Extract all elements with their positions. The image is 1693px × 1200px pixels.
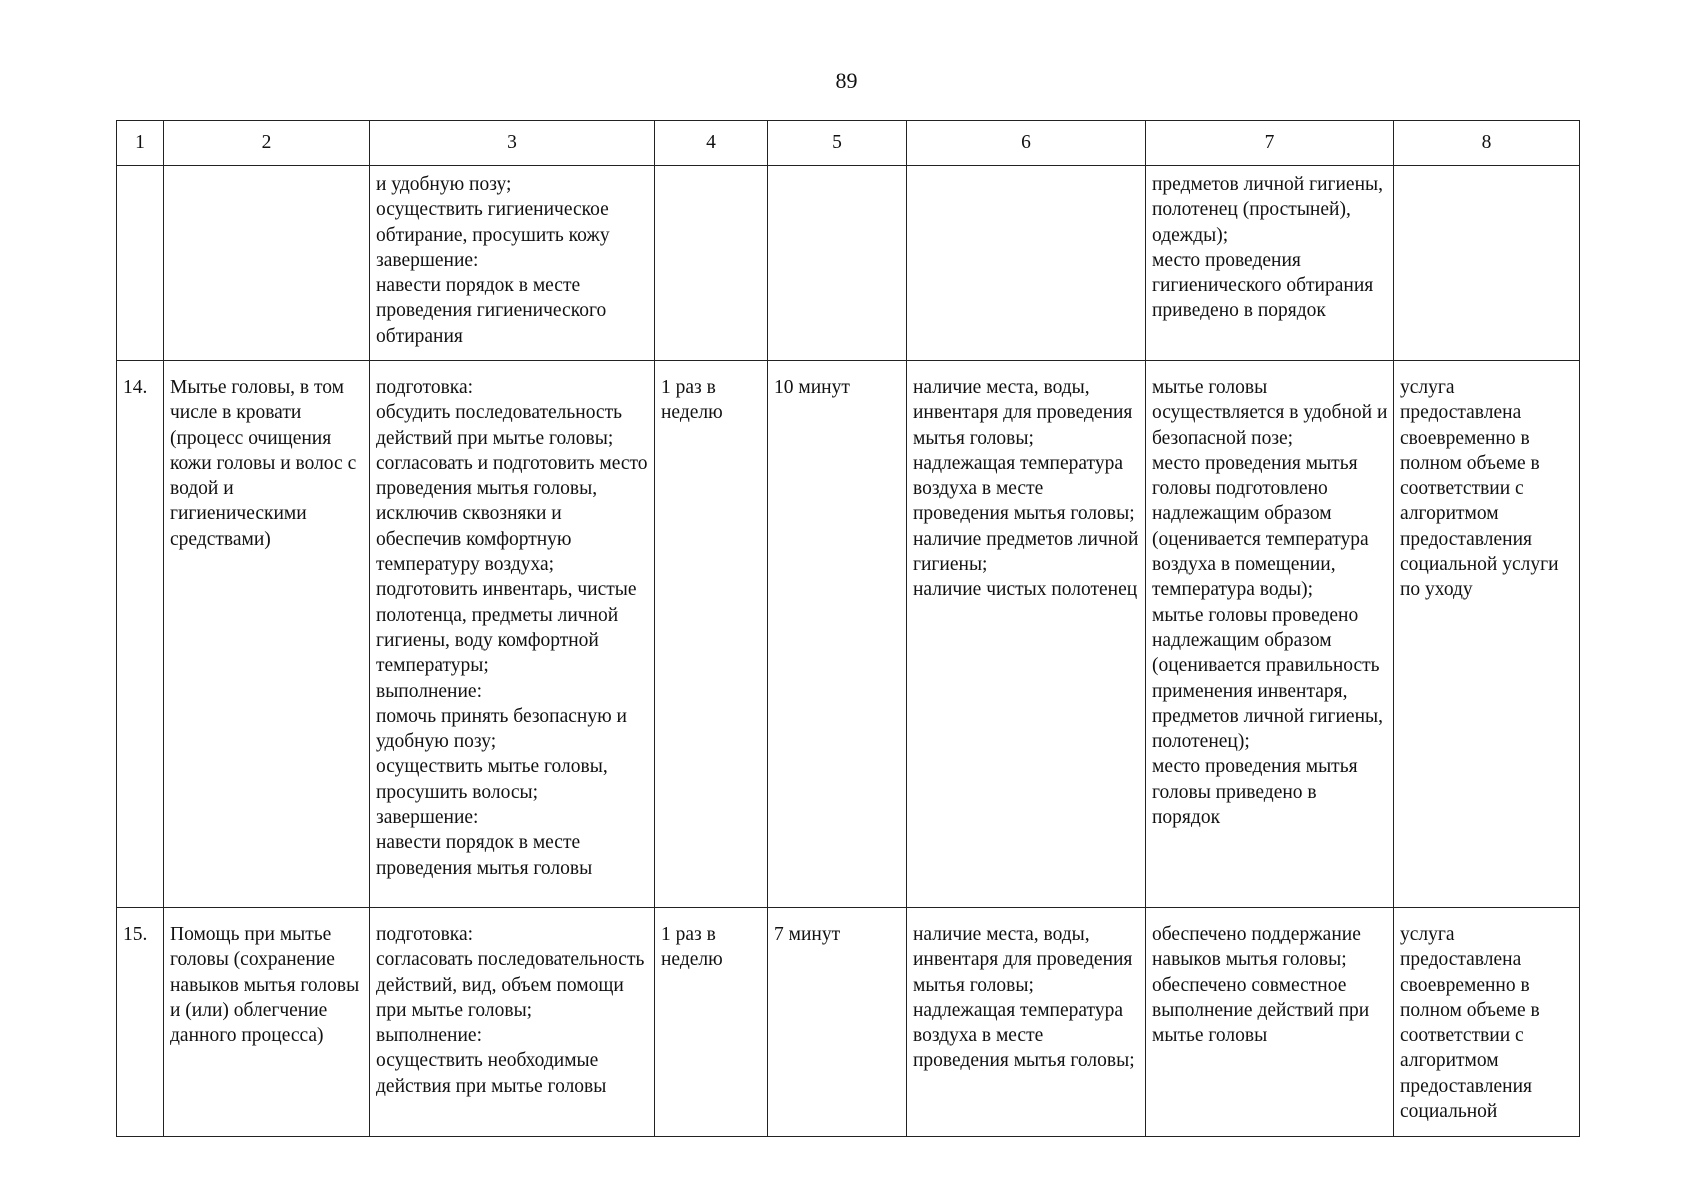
cell-result: услуга предоставлена своевременно в полном объеме в соответствии с алгоритмом предоставления социальной услуги по уходу	[1394, 361, 1580, 908]
cell-procedure: и удобную позу; осуществить гигиеническое обтирание, просушить кожу завершение: навести порядок в месте проведения гигиенического обтирания	[370, 166, 655, 361]
cell-frequency: 1 раз в неделю	[655, 361, 768, 908]
cell-duration: 10 минут	[768, 361, 907, 908]
cell-duration: 7 минут	[768, 908, 907, 1137]
table-row	[117, 166, 1580, 361]
cell-conditions	[907, 166, 1146, 361]
cell-procedure: подготовка: согласовать последовательность действий, вид, объем помощи при мытье головы; выполнение: осуществить необходимые действия при мытье головы	[370, 908, 655, 1137]
cell-number: 14.	[117, 361, 164, 908]
cell-frequency	[655, 166, 768, 361]
cell-result: услуга предоставлена своевременно в полном объеме в соответствии с алгоритмом предоставления социальной	[1394, 908, 1580, 1137]
cell-duration	[768, 166, 907, 361]
cell-number: 15.	[117, 908, 164, 1137]
cell-conditions: наличие места, воды, инвентаря для проведения мытья головы; надлежащая температура воздуха в месте проведения мытья головы;	[907, 908, 1146, 1137]
cell-frequency: 1 раз в неделю	[655, 908, 768, 1137]
column-header-4: 4	[655, 121, 768, 166]
column-header-2: 2	[164, 121, 370, 166]
table-row	[117, 908, 1580, 1137]
cell-service-name: Помощь при мытье головы (сохранение навыков мытья головы и (или) облегчение данного процесса)	[164, 908, 370, 1137]
page-number: 89	[835, 68, 858, 93]
cell-service-name	[164, 166, 370, 361]
cell-procedure: подготовка: обсудить последовательность действий при мытье головы; согласовать и подготовить место проведения мытья головы, исключив сквозняки и обеспечив комфортную температуру воздуха; подготовить инвентарь, чистые полотенца, предметы личной гигиены, воду комфортной температуры; выполнение: помочь принять безопасную и удобную позу; осуществить мытье головы, просушить волосы; завершение: навести порядок в месте проведения мытья головы	[370, 361, 655, 908]
column-header-7: 7	[1146, 121, 1394, 166]
cell-quality-criteria: предметов личной гигиены, полотенец (простыней), одежды); место проведения гигиенического обтирания приведено в порядок	[1146, 166, 1394, 361]
column-header-5: 5	[768, 121, 907, 166]
cell-quality-criteria: обеспечено поддержание навыков мытья головы; обеспечено совместное выполнение действий при мытье головы	[1146, 908, 1394, 1137]
cell-conditions: наличие места, воды, инвентаря для проведения мытья головы; надлежащая температура воздуха в месте проведения мытья головы; наличие предметов личной гигиены; наличие чистых полотенец	[907, 361, 1146, 908]
column-header-6: 6	[907, 121, 1146, 166]
cell-result	[1394, 166, 1580, 361]
column-header-1: 1	[117, 121, 164, 166]
cell-number	[117, 166, 164, 361]
column-header-8: 8	[1394, 121, 1580, 166]
table-row	[117, 361, 1580, 908]
services-table	[116, 120, 1580, 1137]
column-header-3: 3	[370, 121, 655, 166]
table-header-row	[117, 121, 1580, 166]
cell-service-name: Мытье головы, в том числе в кровати (процесс очищения кожи головы и волос с водой и гигиеническими средствами)	[164, 361, 370, 908]
cell-quality-criteria: мытье головы осуществляется в удобной и безопасной позе; место проведения мытья головы подготовлено надлежащим образом (оценивается температура воздуха в помещении, температура воды); мытье головы проведено надлежащим образом (оценивается правильность применения инвентаря, предметов личной гигиены, полотенец); место проведения мытья головы приведено в порядок	[1146, 361, 1394, 908]
